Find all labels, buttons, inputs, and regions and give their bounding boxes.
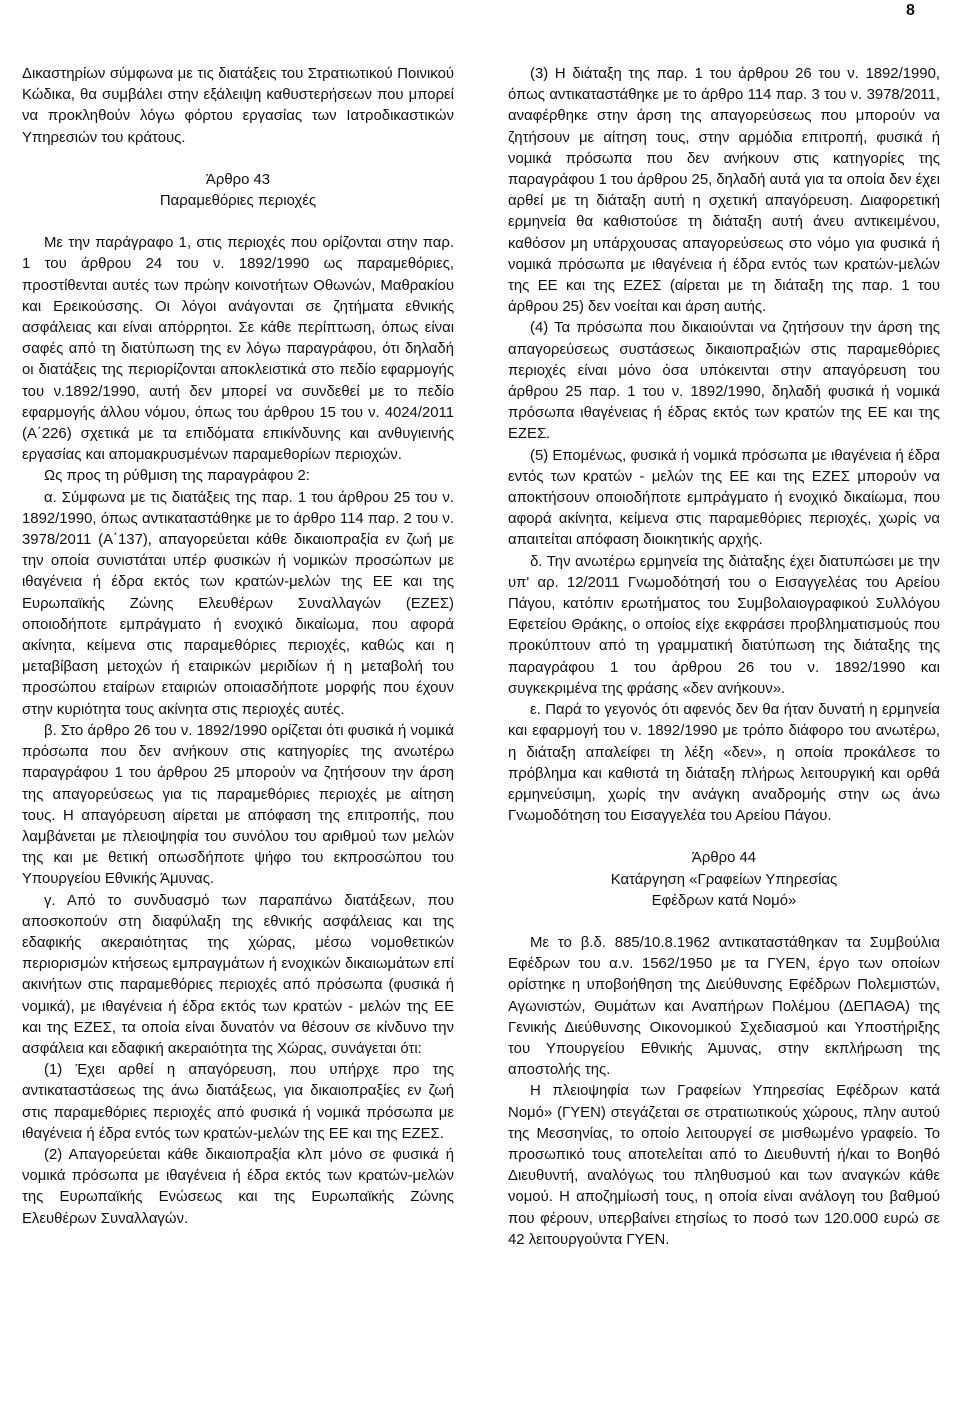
paragraph: Δικαστηρίων σύμφωνα με τις διατάξεις του Στρατιωτικού Ποινικού Κώδικα, θα συμβάλει στην εξάλειψη καθυστερήσεων που μπορεί να προκληθούν λόγω φόρτου εργασίας των Ιατροδικαστικών Υπηρεσιών του κράτους. (22, 66, 454, 146)
paragraph: ε. Παρά το γεγονός ότι αφενός δεν θα ήταν δυνατή η ερμηνεία και εφαρμογή του ν. 1892/1990 με τρόπο διάφορο του ανωτέρω, η διάταξη απαλείφει τη λέξη «δεν», η οποία προκάλεσε το πρόβλημα και καθιστά τη διάταξη πλήρως λειτουργική και ορθά ερμηνεύσιμη, χωρίς την ανάγκη αναδρομής στην ως άνω Γνωμοδότηση του Εισαγγελέα του Αρείου Πάγου. (508, 702, 940, 825)
paragraph: (4) Τα πρόσωπα που δικαιούνται να ζητήσουν την άρση της απαγορεύσεως συστάσεως δικαιοπραξιών στις παραμεθόριες περιοχές είναι μόνο όσα υπόκεινται στην απαγόρευση του άρθρου 25 παρ. 1 του ν. 1892/1990, δηλαδή φυσικά ή νομικά πρόσωπα ιθαγένειας ή έδρας εκτός των κρατών της ΕΕ και της ΕΖΕΣ. (508, 320, 940, 443)
paragraph: γ. Από το συνδυασμό των παραπάνω διατάξεων, που αποσκοπούν στη διαφύλαξη της εθνικής ασφάλειας και της εδαφικής ακεραιότητας της χώρας, μέσω νομοθετικών περιορισμών κτήσεως εμπραγμάτων ή ενοχικών δικαιωμάτων επί ακινήτων στις παραμεθόριες περιοχές από πρόσωπα (φυσικά ή νομικά), με ιθαγένεια ή έδρα εκτός των κρατών - μελών της ΕΕ και της ΕΖΕΣ, τα οποία είναι δυνατόν να θέσουν σε κίνδυνο την ασφάλεια και εδαφική ακεραιότητα της Χώρας, συνάγεται ότι: (22, 892, 454, 1057)
paragraph: (5) Επομένως, φυσικά ή νομικά πρόσωπα με ιθαγένεια ή έδρα εντός των κρατών - μελών της ΕΕ και της ΕΖΕΣ μπορούν να αποκτήσουν οποιοδήποτε εμπράγματο ή ενοχικό δικαίωμα, που αφορά ακίνητα, κείμενα στις παραμεθόριες περιοχές, χωρίς να απαιτείται απόφαση διοικητικής αρχής. (508, 447, 940, 549)
article-44-title: Άρθρο 44 (691, 850, 757, 867)
article-43-subtitle: Παραμεθόριες περιοχές (159, 193, 317, 210)
page-number: 8 (906, 2, 915, 19)
paragraph: δ. Την ανωτέρω ερμηνεία της διάταξης έχει διατυπώσει με την υπ' αρ. 12/2011 Γνωμοδότησή του ο Εισαγγελέας του Αρείου Πάγου, κατόπιν ερωτήματος του Συμβολαιογραφικού Συλλόγου Εφετείου Θράκης, ο οποίος είχε εκφράσει προβληματισμούς που προκύπτουν από τη γραμματική διατύπωση της διάταξης της παραγράφου 1 του άρθρου 26 του ν. 1892/1990 και συγκεκριμένα της φράσης «δεν ανήκουν». (508, 553, 940, 697)
article-44-subtitle-line-2: Εφέδρων κατά Νομό» (651, 892, 797, 909)
paragraph: (1) Έχει αρθεί η απαγόρευση, που υπήρχε προ της αντικαταστάσεως της άνω διατάξεως, για δικαιοπραξίες εν ζωή στις παραμεθόριες περιοχές από φυσικά ή νομικά πρόσωπα με ιθαγένεια ή έδρα εντός των κρατών-μελών της ΕΕ και της ΕΖΕΣ. (22, 1062, 454, 1142)
paragraph: (2) Απαγορεύεται κάθε δικαιοπραξία κλπ μόνο σε φυσικά ή νομικά πρόσωπα με ιθαγένεια ή έδρα εκτός των κρατών-μελών της Ευρωπαϊκής Ενώσεως και της Ευρωπαϊκής Ζώνης Ελευθέρων Συναλλαγών. (22, 1146, 454, 1227)
article-44-subtitle-line-1: Κατάργηση «Γραφείων Υπηρεσίας (610, 871, 838, 888)
left-column (22, 64, 454, 1230)
paragraph: (3) Η διάταξη της παρ. 1 του άρθρου 26 του ν. 1892/1990, όπως αντικαταστάθηκε με το άρθρο 114 παρ. 3 του ν. 3978/2011, αναφέρθηκε στην άρση της απαγορεύσεως που μπορούν να ζητήσουν με αίτηση τους, στην αρμόδια επιτροπή, φυσικά ή νομικά πρόσωπα που δεν ανήκουν στις κατηγορίες της παραγράφου 1 του άρθρου 25, δηλαδή αυτά για τα οποία δεν έχει αρθεί με τη διάταξη αυτή η σχετική απαγόρευση. Διαφορετική ερμηνεία θα καθιστούσε τη διάταξη αυτή άνευ αντικειμένου, καθόσον μη υπάρχουσας απαγορεύσεως στο νόμο για φυσικά ή νομικά πρόσωπα με ιθαγένεια ή έδρα εντός των κρατών-μελών της ΕΕ και της ΕΖΕΣ (αίρεται με τη διάταξη της παρ. 1 του άρθρου 25) δεν νοείται και άρση αυτής. (508, 66, 940, 316)
paragraph: Με το β.δ. 885/10.8.1962 αντικαταστάθηκαν τα Συμβούλια Εφέδρων του α.ν. 1562/1950 με τα ΓΥΕΝ, έργο των οποίων ορίστηκε η υποβοήθηση της Διεύθυνσης Εφέδρων Πολεμιστών, Αγωνιστών, Θυμάτων και Αναπήρων Πολέμου (ΔΕΠΑΘΑ) της Γενικής Διεύθυνσης Οικονομικού Σχεδιασμού και Υποστήριξης του Υπουργείου Εθνικής Άμυνας, στην εκπλήρωση της αποστολής της. (508, 934, 940, 1079)
paragraph: Ως προς τη ρύθμιση της παραγράφου 2: (44, 468, 310, 485)
paragraph: β. Στο άρθρο 26 του ν. 1892/1990 ορίζεται ότι φυσικά ή νομικά πρόσωπα που δεν ανήκουν στις κατηγορίες της ανωτέρω παραγράφου 1 του άρθρου 25 μπορούν να ζητήσουν την άρση της απαγορεύσεως για τις παραμεθόριες περιοχές με αίτηση τους. Η απαγόρευση αίρεται με απόφαση της επιτροπής, που λαμβάνεται με πλειοψηφία του συνόλου του αριθμού των μελών της και με θετική οπωσδήποτε ψήφο του εκπροσώπου του Υπουργείου Εθνικής Άμυνας. (22, 722, 454, 888)
paragraph: Με την παράγραφο 1, στις περιοχές που ορίζονται στην παρ. 1 του άρθρου 24 του ν. 1892/1990 ως παραμεθόριες, προστίθενται αυτές των πρώην κοινοτήτων Οθωνών, Μαθρακίου και Ερεικούσσης. Οι λόγοι ανάγονται σε ζητήματα εθνικής ασφάλειας και είναι απόρρητοι. Σε κάθε περίπτωση, όπως είναι σαφές από τη διατύπωση της εν λόγω παραγράφου, ότι δηλαδή οι διατάξεις της περιορίζονται αποκλειστικά στο πεδίο εφαρμογής του ν.1892/1990, αυτή δεν μπορεί να συνδεθεί με το πεδίο εφαρμογής άλλου νόμου, όπως του άρθρου 15 του ν. 4024/2011 (Α΄226) σχετικά με τα επιδόματα επικίνδυνης και ανθυγιεινής εργασίας και απομακρυσμένων παραμεθορίων περιοχών. (22, 235, 454, 464)
article-43-title: Άρθρο 43 (205, 171, 271, 188)
paragraph: α. Σύμφωνα με τις διατάξεις της παρ. 1 του άρθρου 25 του ν. 1892/1990, όπως αντικαταστάθηκε με το άρθρο 114 παρ. 2 του ν. 3978/2011 (Α΄137), απαγορεύεται κάθε δικαιοπραξία εν ζωή με την οποία συνιστάται υπέρ φυσικών ή νομικών προσώπων με ιθαγένεια ή έδρα εκτός των κρατών-μελών της ΕΕ και της Ευρωπαϊκής Ζώνης Ελευθέρων Συναλλαγών (ΕΖΕΣ) οποιοδήποτε εμπράγματο ή ενοχικό δικαίωμα, που αφορά ακίνητα, κείμενα στις παραμεθόριες περιοχές, καθώς και η μεταβίβαση μετοχών ή εταιρικών μεριδίων ή η μεταβολή του προσώπου εταίρων εταιριών οποιασδήποτε μορφής που έχουν στην κυριότητα τους ακίνητα στις περιοχές αυτές. (22, 489, 454, 718)
right-column (508, 64, 940, 1251)
paragraph: Η πλειοψηφία των Γραφείων Υπηρεσίας Εφέδρων κατά Νομό» (ΓΥΕΝ) στεγάζεται σε στρατιωτικούς χώρους, πλην αυτού της Μεσσηνίας, το οποίο λειτουργεί σε μισθωμένο γραφείο. Το προσωπικό τους αποτελείται από το Διευθυντή ή/και το Βοηθό Διευθυντή, αναλόγως του πληθυσμού και των αναγκών κάθε νομού. Η αποζημίωσή τους, η οποία είναι ανάλογη του βαθμού που φέρουν, υπερβαίνει ετησίως το ποσό των 120.000 ευρώ σε 42 λειτουργούντα ΓΥΕΝ. (508, 1083, 940, 1248)
